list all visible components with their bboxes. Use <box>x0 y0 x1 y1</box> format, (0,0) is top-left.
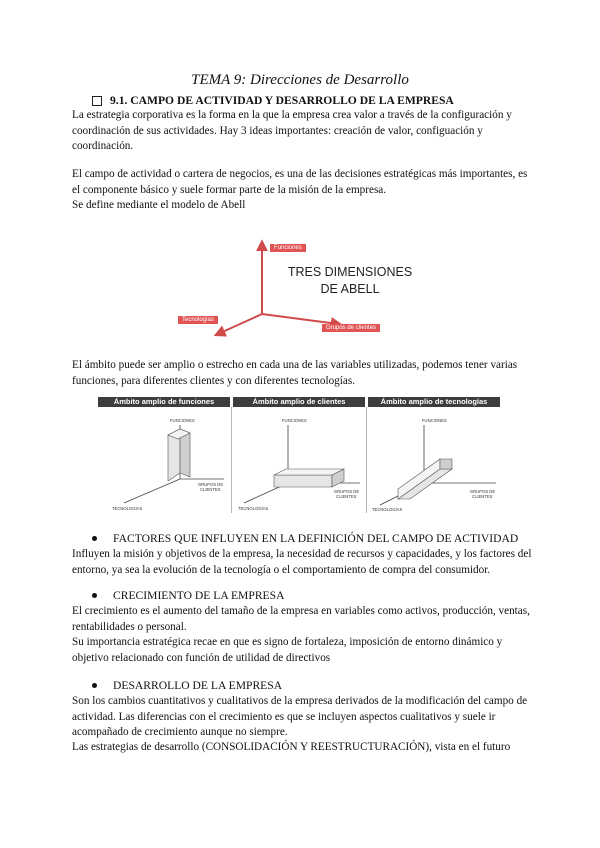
panel2-grupos-line2: CLIENTES <box>336 494 357 499</box>
bullet-icon <box>92 593 97 598</box>
paragraph-crecimiento: El crecimiento es el aumento del tamaño de la empresa en variables como activos, producción, ventas, rentabilidades o personal. <box>72 605 530 633</box>
panel-tecnologias <box>372 418 496 512</box>
panel-header-clientes: Ámbito amplio de clientes <box>233 397 365 407</box>
panel-header-tecnologias: Ámbito amplio de tecnologías <box>368 397 500 407</box>
panel1-grupos-line1: GRUPOS DE <box>198 482 224 487</box>
section-heading-text: 9.1. CAMPO DE ACTIVIDAD Y DESARROLLO DE LA EMPRESA <box>110 94 454 107</box>
panel2-funciones-label: FUNCIONES <box>282 418 307 423</box>
panel2-tecnologias-label: TECNOLOGÍAS <box>238 506 269 511</box>
bullet-crecimiento <box>92 589 284 602</box>
panel-clientes <box>238 418 360 511</box>
bullet-icon <box>92 536 97 541</box>
panel3-grupos-line2: CLIENTES <box>472 494 493 499</box>
paragraph-ambito: El ámbito puede ser amplio o estrecho en cada una de las variables utilizadas, podemos tener varias funciones, para diferentes clientes y con diferentes tecnologías. <box>72 359 518 387</box>
paragraph-estrategias: Las estrategias de desarrollo (CONSOLIDACIÓN Y REESTRUCTURACIÓN), vista en el futuro <box>72 741 511 753</box>
panel3-tecnologias-label: TECNOLOGÍAS <box>372 507 403 512</box>
label-clientes: Grupos de clientes <box>322 324 380 332</box>
abell-title-line2: DE ABELL <box>320 282 380 296</box>
bullet-desarrollo <box>92 679 282 692</box>
section-heading <box>92 94 454 107</box>
panel-header-funciones: Ámbito amplio de funciones <box>98 397 230 407</box>
bullet-factores <box>92 532 518 545</box>
paragraph-desarrollo: Son los cambios cuantitativos y cualitativos de la empresa derivados de la modificación del campo de actividad. Las diferencias con el crecimiento es que se incluyen aspectos cualitativos y suele ir acompañado de crecimiento aunque no siempre. <box>72 695 528 739</box>
panel3-grupos-line1: GRUPOS DE <box>470 489 496 494</box>
abell-diagram <box>170 238 430 338</box>
paragraph-abell: Se define mediante el modelo de Abell <box>72 199 246 211</box>
panel1-tecnologias-label: TECNOLOGÍAS <box>112 506 143 511</box>
bullet-desarrollo-text: DESARROLLO DE LA EMPRESA <box>113 679 283 692</box>
panel3-funciones-label: FUNCIONES <box>422 418 447 423</box>
axis-tecnologias <box>218 314 262 334</box>
checkbox-icon <box>92 96 102 106</box>
label-tecnologias: Tecnologías <box>178 316 218 324</box>
axis-clientes <box>262 314 338 324</box>
label-funciones: Funciones <box>270 244 306 252</box>
panel1-funciones-label: FUNCIONES <box>170 418 195 423</box>
paragraph-factores: Influyen la misión y objetivos de la empresa, la necesidad de recursos y capacidades, y los factores del entorno, ya sea la evolución de la tecnología o el comportamiento de compra del consumidor. <box>72 548 532 576</box>
bullet-factores-text: FACTORES QUE INFLUYEN EN LA DEFINICIÓN DEL CAMPO DE ACTIVIDAD <box>113 532 519 545</box>
abell-title <box>280 264 420 298</box>
abell-title-line1: TRES DIMENSIONES <box>287 265 413 279</box>
bullet-crecimiento-text: CRECIMIENTO DE LA EMPRESA <box>113 589 285 602</box>
paragraph-importancia: Su importancia estratégica recae en que es signo de fortaleza, imposición de entorno dinámico y objetivo relacionado con función de utilidad de directivos <box>72 636 503 664</box>
bullet-icon <box>92 683 97 688</box>
scope-figure <box>98 397 500 513</box>
scope-panels <box>98 407 500 513</box>
panel1-grupos-line2: CLIENTES <box>200 487 221 492</box>
panel-funciones <box>112 418 224 511</box>
document-title: TEMA 9: Direcciones de Desarrollo <box>191 72 409 88</box>
paragraph-campo-actividad: El campo de actividad o cartera de negocios, es una de las decisiones estratégicas más importantes, es el componente básico y suele formar parte de la misión de la empresa. <box>72 168 528 196</box>
panel2-grupos-line1: GRUPOS DE <box>334 489 360 494</box>
paragraph-strategy: La estrategia corporativa es la forma en la que la empresa crea valor a través de la configuración y coordinación de sus actividades. Hay 3 ideas importantes: creación de valor, configuación y coordinación. <box>72 109 512 153</box>
